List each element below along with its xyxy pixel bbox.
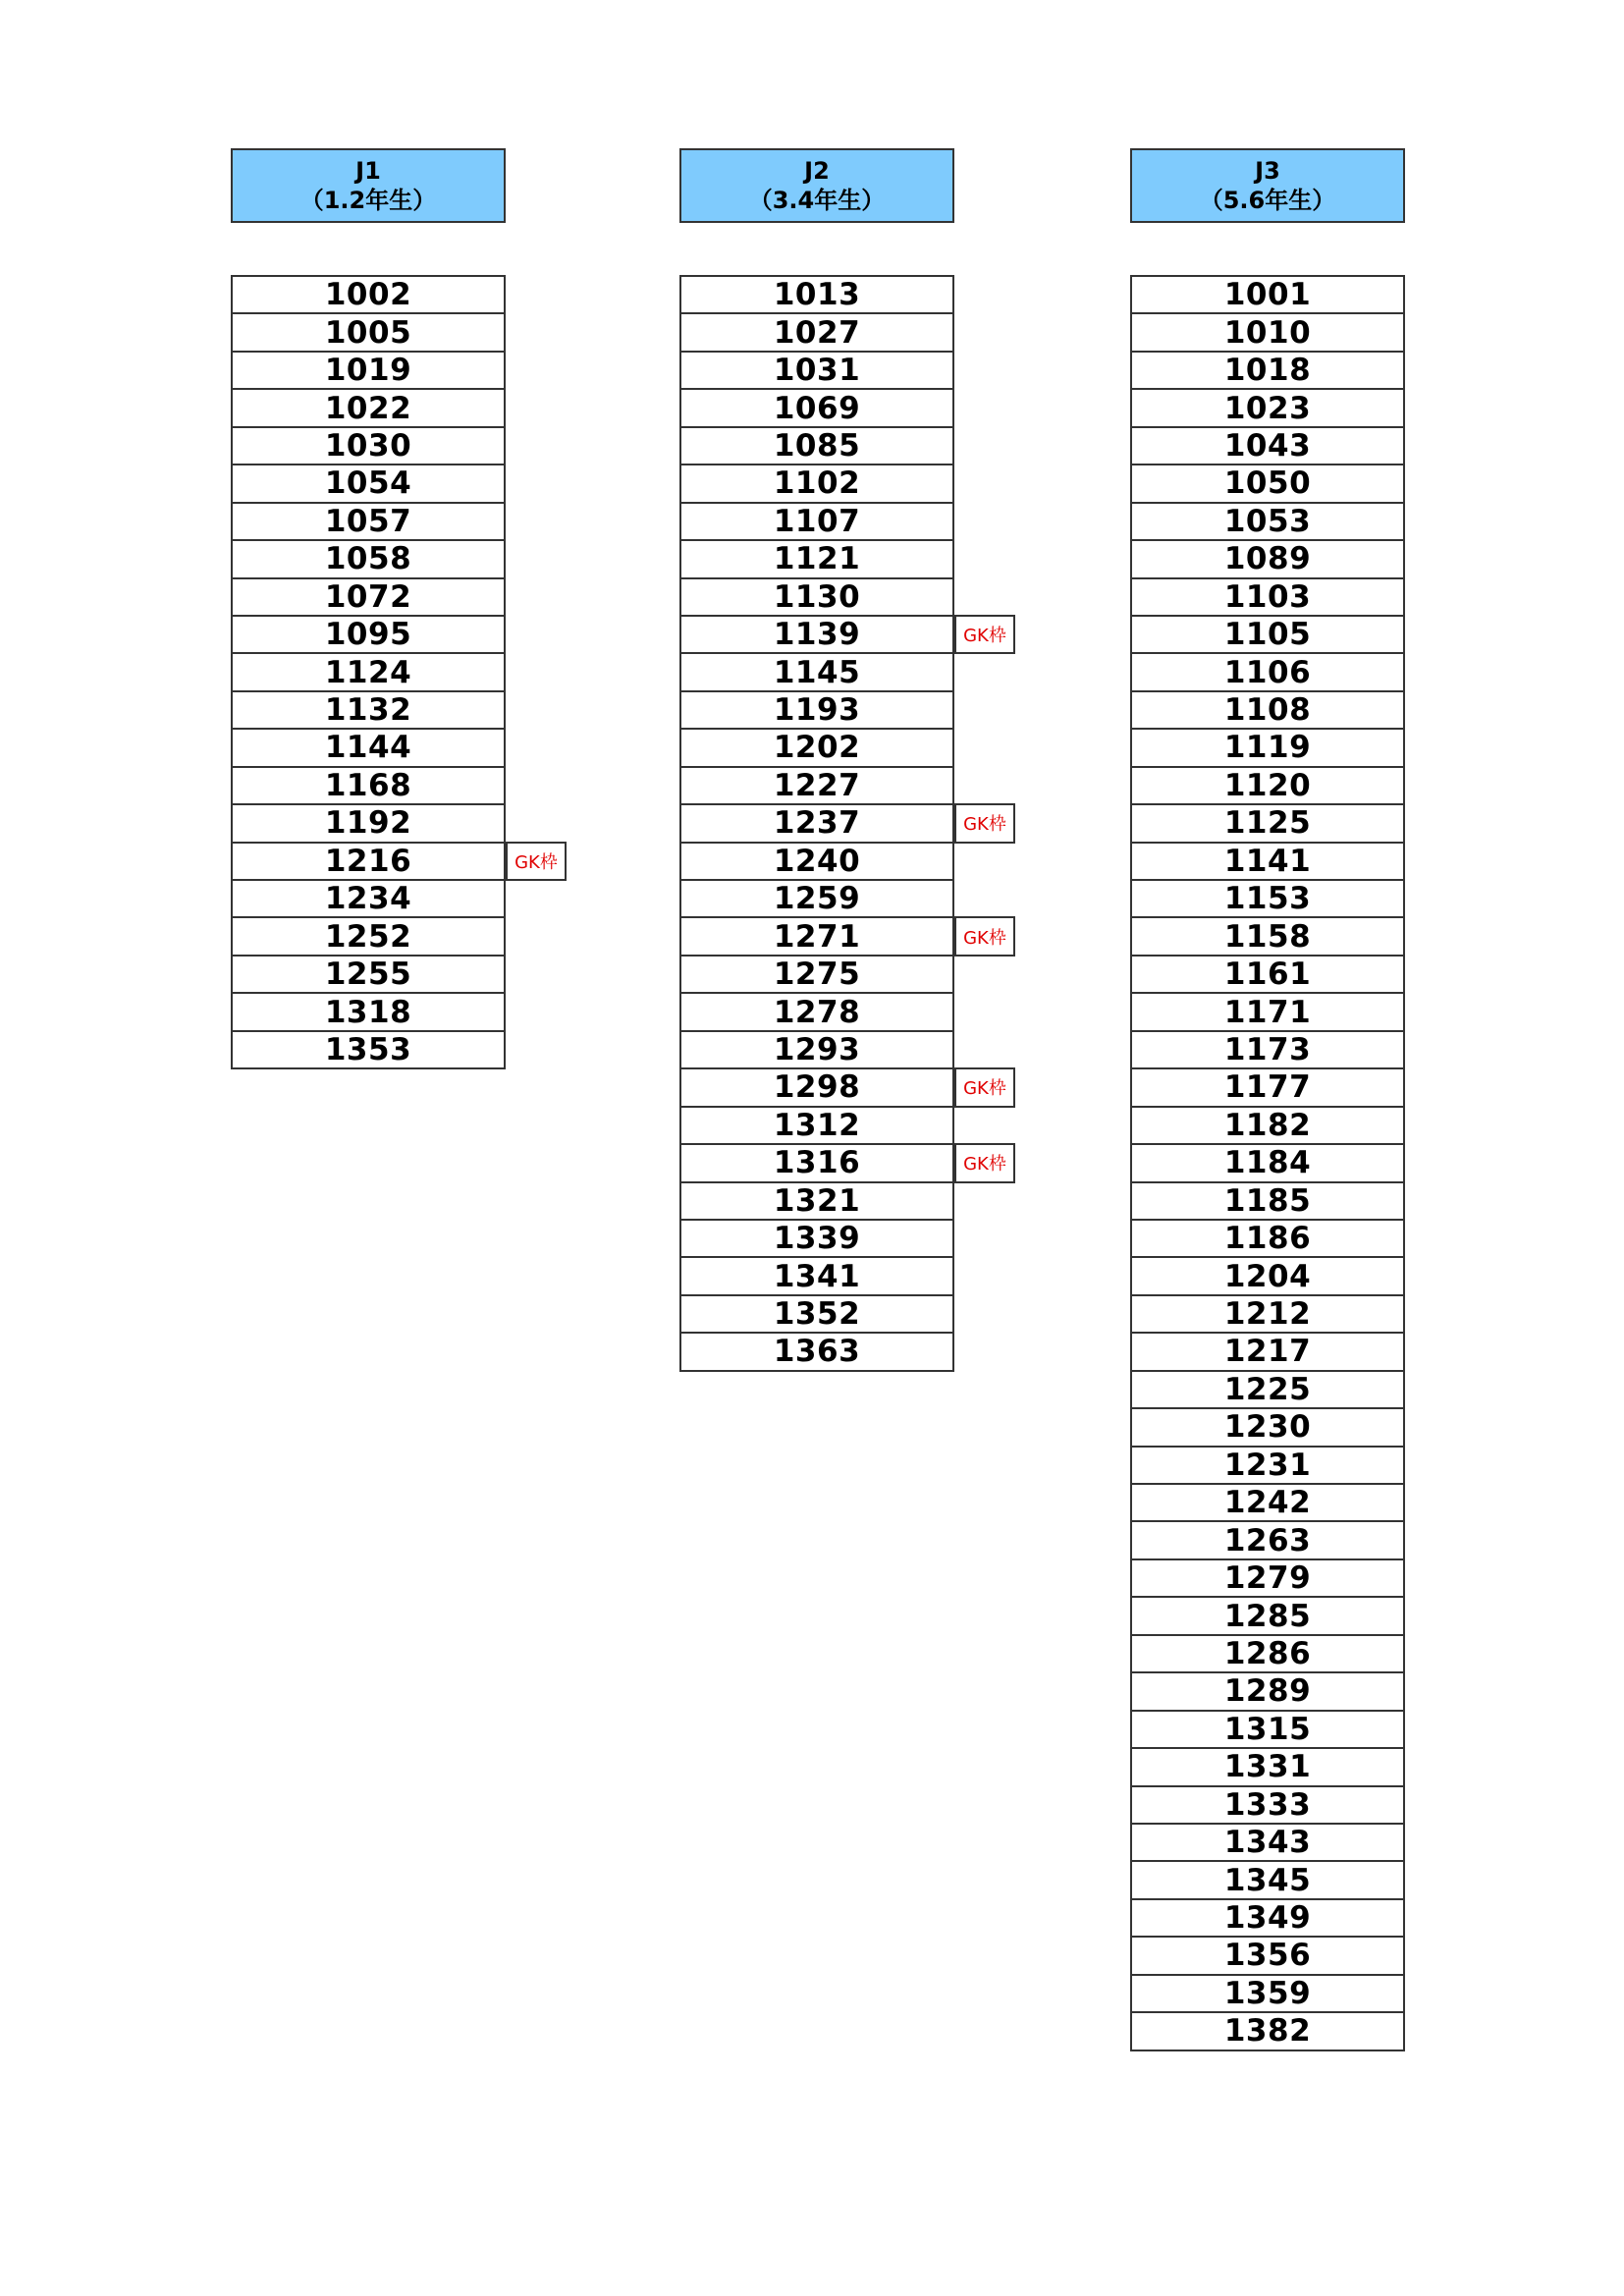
table-row	[231, 955, 506, 994]
table-row	[1130, 1143, 1405, 1182]
member-number: 1252	[324, 918, 412, 955]
member-number: 1298	[773, 1069, 861, 1106]
member-number: 1263	[1223, 1522, 1312, 1558]
table-row	[231, 728, 506, 767]
member-number: 1363	[773, 1334, 861, 1370]
member-number: 1321	[773, 1182, 861, 1219]
table-row	[679, 351, 954, 390]
member-number: 1027	[773, 314, 861, 351]
member-number: 1345	[1223, 1862, 1312, 1898]
member-number: 1356	[1223, 1938, 1312, 1974]
table-row	[679, 916, 1006, 956]
table-row	[231, 803, 506, 843]
member-number: 1382	[1223, 2013, 1312, 2050]
member-number: 1339	[773, 1221, 861, 1257]
member-number: 1293	[773, 1031, 861, 1067]
table-row	[1130, 426, 1405, 465]
member-number: 1001	[1223, 277, 1312, 313]
member-number: 1242	[1223, 1485, 1312, 1521]
table-row	[1130, 1710, 1405, 1749]
member-number: 1102	[773, 465, 861, 502]
number-list-j2	[679, 275, 1006, 1372]
table-row	[679, 502, 954, 541]
table-row	[1130, 1030, 1405, 1069]
member-number: 1089	[1223, 541, 1312, 577]
member-number: 1095	[324, 617, 412, 653]
table-row	[231, 275, 506, 314]
table-row	[231, 577, 506, 617]
table-row	[231, 842, 558, 881]
column-subtitle: （3.4年生）	[748, 187, 886, 214]
member-number: 1278	[773, 994, 861, 1030]
table-row	[1130, 2011, 1405, 2050]
table-row	[679, 1067, 1006, 1107]
table-row	[679, 1256, 954, 1295]
member-number: 1341	[773, 1258, 861, 1294]
member-number: 1121	[773, 541, 861, 577]
table-row	[1130, 766, 1405, 805]
member-number: 1103	[1223, 578, 1312, 615]
table-row	[1130, 312, 1405, 352]
member-number: 1225	[1223, 1371, 1312, 1407]
gk-slot-badge: GK枠	[954, 916, 1015, 956]
table-row	[679, 464, 954, 503]
member-number: 1193	[773, 692, 861, 729]
member-number: 1161	[1223, 957, 1312, 993]
member-number: 1053	[1223, 503, 1312, 539]
table-row	[1130, 842, 1405, 881]
member-number: 1139	[773, 617, 861, 653]
member-number: 1240	[773, 843, 861, 879]
member-number: 1318	[324, 994, 412, 1030]
table-row	[679, 426, 954, 465]
member-number: 1192	[324, 805, 412, 842]
member-number: 1005	[324, 314, 412, 351]
table-row	[1130, 1370, 1405, 1409]
member-number: 1185	[1223, 1182, 1312, 1219]
table-row	[1130, 803, 1405, 843]
column-header-j3	[1130, 148, 1405, 223]
member-number: 1030	[324, 427, 412, 464]
table-row	[1130, 1256, 1405, 1295]
member-number: 1018	[1223, 353, 1312, 389]
table-row	[1130, 1596, 1405, 1635]
member-number: 1237	[773, 805, 861, 842]
table-row	[231, 312, 506, 352]
column-title: J2	[804, 157, 830, 185]
table-row	[231, 388, 506, 427]
member-number: 1315	[1223, 1711, 1312, 1747]
member-number: 1043	[1223, 427, 1312, 464]
table-row	[679, 388, 954, 427]
column-j2	[679, 148, 1006, 1372]
member-number: 1234	[324, 881, 412, 917]
table-row	[679, 312, 954, 352]
table-row	[679, 1143, 1006, 1182]
table-row	[1130, 275, 1405, 314]
table-row	[1130, 1785, 1405, 1825]
member-number: 1212	[1223, 1296, 1312, 1333]
number-list-j3	[1130, 275, 1405, 2051]
table-row	[1130, 1520, 1405, 1559]
member-number: 1002	[324, 277, 412, 313]
table-row	[1130, 1823, 1405, 1862]
member-number: 1285	[1223, 1598, 1312, 1634]
table-row	[231, 426, 506, 465]
table-row	[231, 615, 506, 654]
member-number: 1105	[1223, 617, 1312, 653]
member-number: 1108	[1223, 692, 1312, 729]
member-number: 1019	[324, 353, 412, 389]
member-number: 1333	[1223, 1786, 1312, 1823]
member-number: 1054	[324, 465, 412, 502]
member-number: 1352	[773, 1296, 861, 1333]
table-row	[231, 766, 506, 805]
member-number: 1145	[773, 654, 861, 690]
column-header-j2	[679, 148, 954, 223]
member-number: 1013	[773, 277, 861, 313]
member-number: 1171	[1223, 994, 1312, 1030]
table-row	[679, 879, 954, 918]
table-row	[1130, 1936, 1405, 1975]
member-number: 1124	[324, 654, 412, 690]
table-row	[1130, 464, 1405, 503]
member-number: 1031	[773, 353, 861, 389]
member-number: 1316	[773, 1145, 861, 1181]
member-number: 1119	[1223, 730, 1312, 766]
gk-slot-badge: GK枠	[506, 842, 567, 881]
member-number: 1120	[1223, 767, 1312, 803]
member-number: 1153	[1223, 881, 1312, 917]
table-row	[1130, 502, 1405, 541]
table-row	[1130, 1446, 1405, 1485]
table-row	[231, 351, 506, 390]
member-number: 1359	[1223, 1975, 1312, 2011]
table-row	[679, 1181, 954, 1221]
member-number: 1144	[324, 730, 412, 766]
member-number: 1050	[1223, 465, 1312, 502]
member-number: 1230	[1223, 1409, 1312, 1446]
table-row	[231, 690, 506, 730]
member-number: 1132	[324, 692, 412, 729]
table-row	[679, 275, 954, 314]
table-row	[679, 992, 954, 1031]
member-number: 1085	[773, 427, 861, 464]
member-number: 1331	[1223, 1749, 1312, 1785]
member-number: 1010	[1223, 314, 1312, 351]
member-number: 1106	[1223, 654, 1312, 690]
table-row	[1130, 1106, 1405, 1145]
table-row	[1130, 1219, 1405, 1258]
table-row	[1130, 1407, 1405, 1447]
member-number: 1227	[773, 767, 861, 803]
gk-slot-badge: GK枠	[954, 615, 1015, 654]
member-number: 1173	[1223, 1031, 1312, 1067]
table-row	[231, 879, 506, 918]
table-row	[1130, 1860, 1405, 1899]
column-j3	[1130, 148, 1405, 2051]
member-number: 1158	[1223, 918, 1312, 955]
table-row	[679, 766, 954, 805]
table-row	[1130, 992, 1405, 1031]
table-row	[679, 955, 954, 994]
column-title: J3	[1255, 157, 1280, 185]
table-row	[1130, 577, 1405, 617]
member-number: 1125	[1223, 805, 1312, 842]
table-row	[1130, 351, 1405, 390]
table-row	[679, 1332, 954, 1371]
member-number: 1286	[1223, 1635, 1312, 1671]
member-number: 1202	[773, 730, 861, 766]
member-number: 1289	[1223, 1673, 1312, 1710]
member-number: 1058	[324, 541, 412, 577]
table-row	[1130, 916, 1405, 956]
member-number: 1217	[1223, 1334, 1312, 1370]
table-row	[1130, 879, 1405, 918]
table-row	[1130, 615, 1405, 654]
table-row	[1130, 1067, 1405, 1107]
table-row	[1130, 388, 1405, 427]
number-list-j1	[231, 275, 558, 1069]
member-number: 1275	[773, 957, 861, 993]
member-number: 1168	[324, 767, 412, 803]
table-row	[1130, 690, 1405, 730]
table-row	[679, 539, 954, 578]
table-row	[231, 1030, 506, 1069]
member-number: 1353	[324, 1031, 412, 1067]
member-number: 1204	[1223, 1258, 1312, 1294]
table-row	[1130, 1634, 1405, 1673]
member-number: 1182	[1223, 1107, 1312, 1143]
member-number: 1184	[1223, 1145, 1312, 1181]
column-subtitle: （1.2年生）	[299, 187, 437, 214]
member-number: 1130	[773, 578, 861, 615]
table-row	[1130, 1974, 1405, 2013]
table-row	[679, 690, 954, 730]
column-subtitle: （5.6年生）	[1199, 187, 1336, 214]
table-row	[1130, 1181, 1405, 1221]
member-number: 1349	[1223, 1900, 1312, 1937]
table-row	[1130, 728, 1405, 767]
member-number: 1141	[1223, 843, 1312, 879]
table-row	[679, 728, 954, 767]
gk-slot-badge: GK枠	[954, 1067, 1015, 1107]
member-number: 1271	[773, 918, 861, 955]
table-row	[1130, 1671, 1405, 1711]
table-row	[231, 916, 506, 956]
gk-slot-badge: GK枠	[954, 803, 1015, 843]
table-row	[679, 1030, 954, 1069]
member-number: 1255	[324, 957, 412, 993]
member-number: 1279	[1223, 1560, 1312, 1597]
member-number: 1259	[773, 881, 861, 917]
table-row	[1130, 955, 1405, 994]
table-row	[1130, 1747, 1405, 1786]
member-number: 1231	[1223, 1447, 1312, 1483]
table-row	[231, 539, 506, 578]
column-j1	[231, 148, 558, 1069]
table-row	[1130, 1294, 1405, 1334]
table-row	[679, 652, 954, 691]
table-row	[1130, 1898, 1405, 1938]
member-number: 1072	[324, 578, 412, 615]
gk-slot-badge: GK枠	[954, 1143, 1015, 1182]
table-row	[1130, 652, 1405, 691]
table-row	[1130, 1332, 1405, 1371]
member-number: 1069	[773, 390, 861, 426]
table-row	[679, 577, 954, 617]
column-header-j1	[231, 148, 506, 223]
table-row	[679, 615, 1006, 654]
member-number: 1343	[1223, 1825, 1312, 1861]
member-number: 1312	[773, 1107, 861, 1143]
table-row	[679, 1106, 954, 1145]
table-row	[231, 464, 506, 503]
member-number: 1022	[324, 390, 412, 426]
table-row	[1130, 1558, 1405, 1598]
column-title: J1	[355, 157, 381, 185]
table-row	[231, 992, 506, 1031]
member-number: 1107	[773, 503, 861, 539]
member-number: 1216	[324, 843, 412, 879]
table-row	[679, 803, 1006, 843]
member-number: 1177	[1223, 1069, 1312, 1106]
member-number: 1023	[1223, 390, 1312, 426]
table-row	[1130, 1483, 1405, 1522]
member-number: 1057	[324, 503, 412, 539]
table-row	[231, 652, 506, 691]
table-row	[231, 502, 506, 541]
table-row	[679, 1219, 954, 1258]
table-row	[679, 842, 954, 881]
member-number: 1186	[1223, 1221, 1312, 1257]
table-row	[1130, 539, 1405, 578]
table-row	[679, 1294, 954, 1334]
